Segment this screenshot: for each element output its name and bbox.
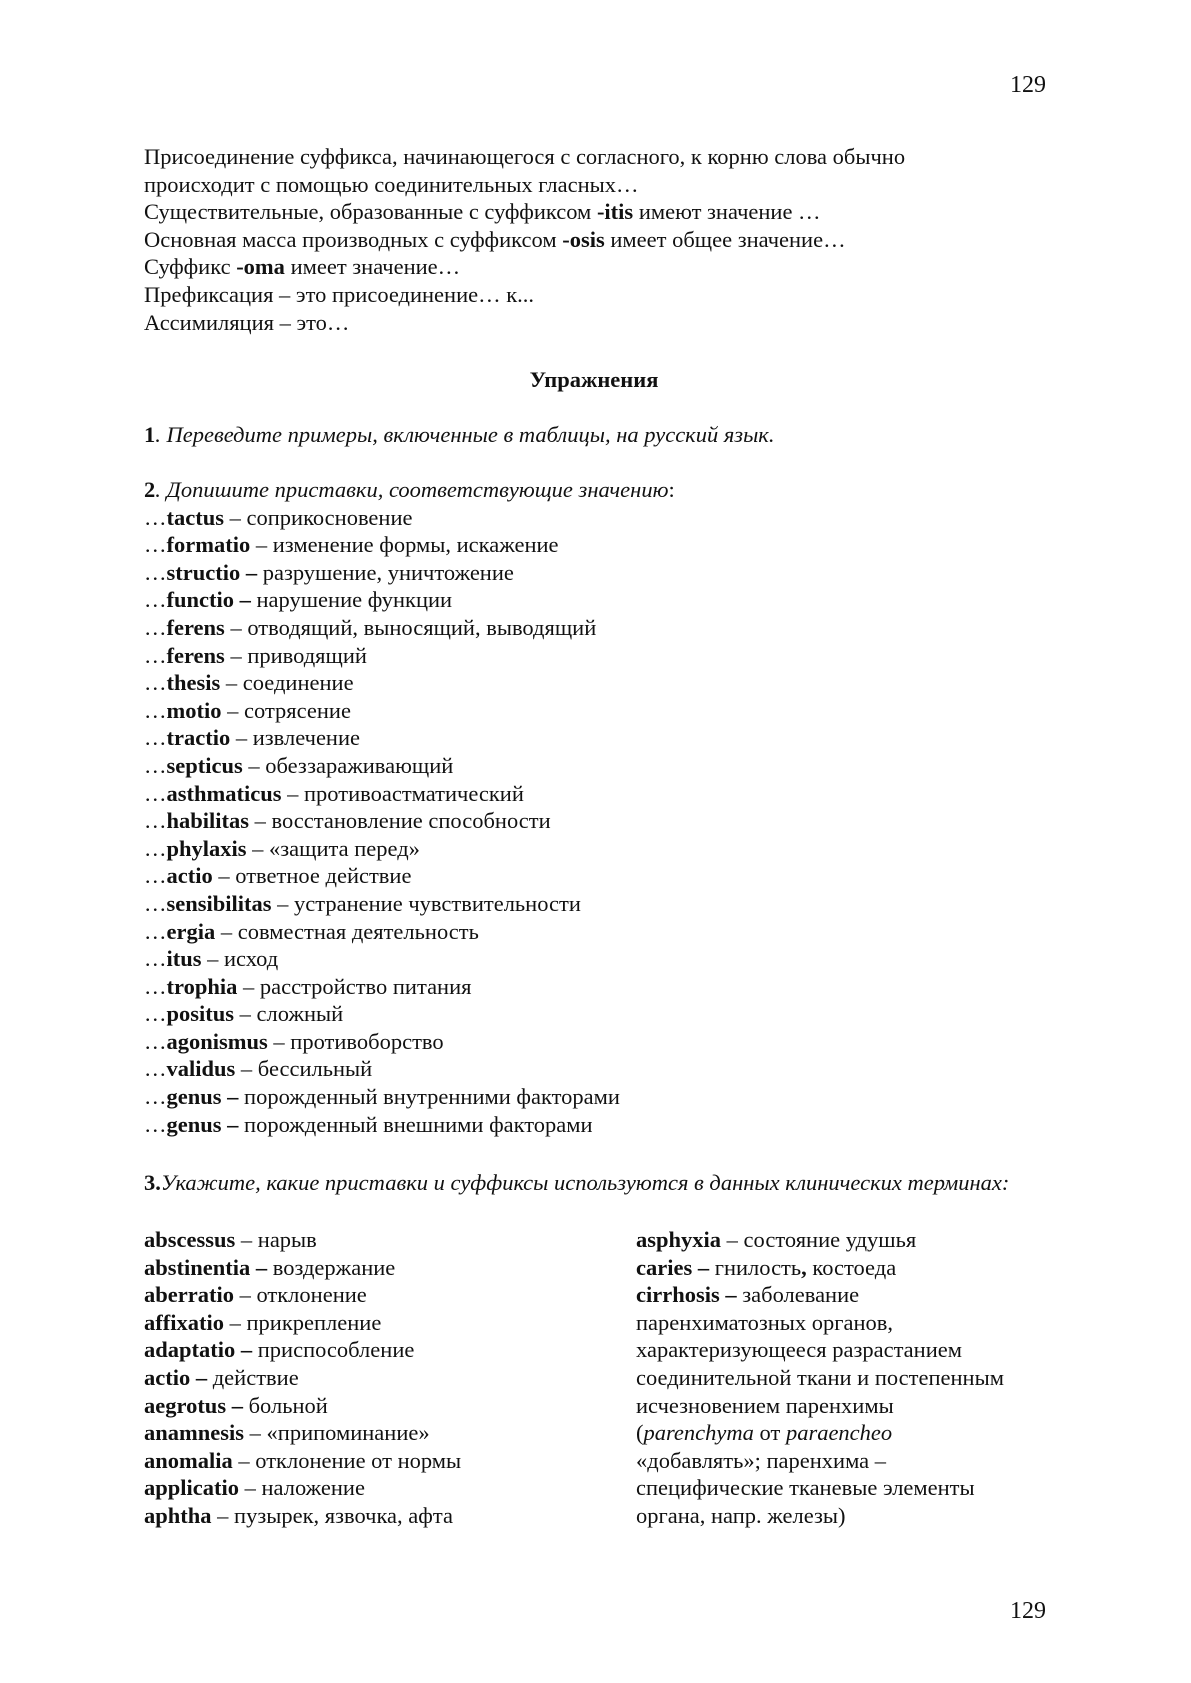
latin-term: anamnesis (144, 1420, 245, 1446)
separator: – (235, 1227, 258, 1252)
meaning: приспособление (257, 1337, 415, 1363)
separator: – (232, 1447, 256, 1473)
meaning: бессильный (257, 1056, 373, 1082)
intro-line-run: Суффикс (144, 254, 237, 280)
term-line-run: паренхиматозных органов, (636, 1309, 894, 1335)
meaning: восстановление способности (271, 808, 551, 834)
meaning: извлечение (252, 725, 361, 751)
term-line (636, 1226, 1056, 1254)
meaning: больной (248, 1392, 328, 1418)
prefix-item (144, 1028, 1044, 1056)
prefix-item (144, 918, 1044, 946)
latin-term: abscessus (144, 1227, 236, 1252)
prefix-item (144, 504, 1044, 532)
term-line-run: костоеда (806, 1254, 897, 1280)
page-number-bottom: 129 (1010, 1598, 1046, 1624)
intro-line-run: -itis (596, 199, 634, 225)
separator: – (281, 780, 305, 806)
meaning: воздержание (272, 1254, 396, 1280)
prefix-item (144, 862, 1044, 890)
term-line-run: от (753, 1420, 786, 1446)
latin-term: validus (166, 1056, 236, 1082)
meaning: сотрясение (244, 697, 351, 723)
exercise-3-number: 3. (144, 1170, 161, 1195)
latin-term: adaptatio – (144, 1337, 253, 1363)
exercise-2-title: 2. Допишите приставки, соответствующие значению: (144, 477, 675, 502)
ellipsis: … (144, 780, 167, 806)
ellipsis: … (144, 532, 167, 558)
intro-line-run: Основная масса производных с суффиксом (144, 226, 563, 252)
term-line (636, 1281, 1056, 1309)
meaning: устранение чувствительности (294, 890, 581, 916)
term-item (144, 1447, 624, 1475)
term-line-run: caries – (636, 1254, 710, 1280)
intro-line (144, 281, 1044, 309)
latin-term: aegrotus – (144, 1392, 243, 1418)
meaning: нарушение функции (256, 587, 453, 613)
meaning: отклонение от нормы (255, 1447, 462, 1473)
term-line-run: cirrhosis – (636, 1282, 737, 1308)
meaning: противоборство (290, 1028, 444, 1054)
latin-term: actio – (144, 1364, 208, 1390)
separator: – (220, 670, 243, 696)
separator: – (239, 1475, 262, 1501)
separator: – (212, 863, 236, 889)
prefix-item (144, 642, 1044, 670)
term-line (636, 1336, 1056, 1364)
latin-term: aphtha (144, 1502, 212, 1528)
latin-term: positus (166, 1001, 235, 1027)
latin-term: agonismus (166, 1028, 268, 1054)
latin-term: ferens (166, 614, 225, 640)
exercise-2-number: 2 (144, 477, 156, 502)
ellipsis: … (144, 614, 167, 640)
prefix-item (144, 669, 1044, 697)
exercise-1 (144, 421, 774, 449)
ellipsis: … (144, 1028, 167, 1054)
intro-text (144, 143, 1044, 336)
prefix-item (144, 890, 1044, 918)
term-line (636, 1474, 1056, 1502)
term-item (144, 1474, 624, 1502)
exercise-2 (144, 476, 1044, 1138)
intro-line (144, 198, 1044, 226)
meaning: совместная деятельность (237, 918, 479, 944)
section-heading: Упражнения (529, 367, 659, 392)
separator: – (267, 1028, 291, 1054)
intro-line-run: Ассимиляция – это… (144, 309, 350, 335)
meaning: исход (224, 946, 279, 972)
exercise-1-text: . Переведите примеры, включенные в таблицы, на русский язык. (155, 422, 775, 447)
term-item (144, 1254, 624, 1282)
term-item (144, 1226, 624, 1254)
latin-term: formatio (166, 532, 251, 558)
meaning: расстройство питания (259, 973, 472, 999)
exercise-3-left-column (144, 1226, 624, 1530)
latin-term: genus – (166, 1111, 239, 1137)
term-line (636, 1419, 1056, 1447)
term-line-run: органа, напр. железы) (636, 1502, 846, 1528)
ellipsis: … (144, 642, 167, 668)
separator: – (271, 890, 295, 916)
separator: – (224, 504, 247, 530)
latin-term: itus (166, 946, 202, 972)
term-item (144, 1392, 624, 1420)
ellipsis: … (144, 1056, 167, 1082)
exercise-3-title (144, 1171, 1044, 1195)
prefix-item (144, 1083, 1044, 1111)
term-line-run: , (801, 1254, 807, 1280)
prefix-item (144, 724, 1044, 752)
meaning: соединение (242, 670, 354, 696)
latin-term: functio – (166, 587, 251, 613)
term-line (636, 1502, 1056, 1530)
term-item (144, 1309, 624, 1337)
latin-term: phylaxis (166, 835, 247, 861)
latin-term: tractio (166, 725, 231, 751)
prefix-item (144, 1111, 1044, 1139)
intro-line-run: Существительные, образованные с суффиксом (144, 199, 597, 225)
separator: – (201, 946, 225, 972)
latin-term: sensibilitas (166, 890, 272, 916)
ellipsis: … (144, 808, 167, 834)
prefix-item (144, 835, 1044, 863)
term-line (636, 1364, 1056, 1392)
prefix-item (144, 586, 1044, 614)
separator: – (244, 1420, 267, 1446)
exercise-3-right-column (636, 1226, 1056, 1530)
term-line-run: специфические тканевые элементы (636, 1475, 975, 1501)
ellipsis: … (144, 946, 167, 972)
meaning: отклонение (256, 1282, 367, 1308)
term-line (636, 1447, 1056, 1475)
ellipsis: … (144, 752, 167, 778)
prefix-item (144, 559, 1044, 587)
latin-term: aberratio (144, 1282, 234, 1308)
intro-line-run: имеет общее значение… (604, 226, 846, 252)
term-line-run: заболевание (736, 1282, 860, 1308)
intro-line-run: Присоединение суффикса, начинающегося с согласного, к корню слова обычно (144, 144, 906, 169)
ellipsis: … (144, 863, 167, 889)
latin-term: anomalia (144, 1447, 233, 1473)
meaning: изменение формы, искажение (272, 532, 559, 558)
prefix-item (144, 531, 1044, 559)
separator: – (215, 918, 238, 944)
separator: – (235, 1056, 258, 1082)
prefix-item (144, 973, 1044, 1001)
prefix-item (144, 697, 1044, 725)
intro-line-run: -osis (562, 226, 605, 252)
ellipsis: … (144, 670, 167, 696)
term-line-run: asphyxia (636, 1227, 722, 1252)
term-item (144, 1364, 624, 1392)
intro-line-run: имеет значение… (284, 254, 461, 280)
prefix-item (144, 807, 1044, 835)
latin-term: structio – (166, 559, 258, 585)
term-line (636, 1392, 1056, 1420)
meaning: отводящий, выносящий, выводящий (247, 614, 597, 640)
ellipsis: … (144, 697, 167, 723)
prefix-item (144, 752, 1044, 780)
ellipsis: … (144, 890, 167, 916)
latin-term: genus – (166, 1084, 239, 1110)
term-item (144, 1502, 624, 1530)
separator: – (246, 835, 270, 861)
latin-term: habilitas (166, 808, 250, 834)
term-line (636, 1254, 1056, 1282)
separator: – (223, 1309, 247, 1335)
term-line-run: – состояние удушья (721, 1227, 917, 1252)
meaning: приводящий (247, 642, 367, 668)
separator: – (242, 752, 266, 778)
latin-term: motio (166, 697, 222, 723)
term-line-run: исчезновением паренхимы (636, 1392, 894, 1418)
separator: – (230, 725, 253, 751)
meaning: порожденный внешними факторами (244, 1111, 593, 1137)
prefix-item (144, 1055, 1044, 1083)
meaning: сложный (256, 1001, 344, 1027)
ellipsis: … (144, 1084, 167, 1110)
meaning: соприкосновение (246, 504, 413, 530)
term-item (144, 1336, 624, 1364)
separator: – (211, 1502, 235, 1528)
meaning: наложение (261, 1475, 365, 1501)
intro-line-run: имеют значение … (633, 199, 821, 225)
latin-term: actio (166, 863, 213, 889)
meaning: ответное действие (235, 863, 412, 889)
latin-term: thesis (166, 670, 221, 696)
prefix-item (144, 1000, 1044, 1028)
ellipsis: … (144, 587, 167, 613)
ellipsis: … (144, 973, 167, 999)
ellipsis: … (144, 725, 167, 751)
term-line-run: «добавлять»; паренхима – (636, 1447, 887, 1473)
exercise-2-list (144, 504, 1044, 1139)
intro-line (144, 143, 1044, 171)
meaning: «припоминание» (266, 1420, 430, 1446)
intro-line (144, 226, 1044, 254)
intro-line (144, 253, 1044, 281)
separator: – (250, 532, 273, 558)
intro-line-run: -oma (236, 254, 285, 280)
term-line-run: гнилость (709, 1254, 802, 1280)
meaning: действие (212, 1364, 299, 1390)
separator: – (224, 614, 248, 640)
latin-term: asthmaticus (166, 780, 282, 806)
latin-term: trophia (166, 973, 238, 999)
meaning: порожденный внутренними факторами (244, 1084, 620, 1110)
ellipsis: … (144, 918, 167, 944)
latin-term: abstinentia – (144, 1254, 268, 1280)
latin-term: applicatio (144, 1475, 240, 1501)
page-number-top: 129 (1010, 72, 1046, 98)
prefix-item (144, 614, 1044, 642)
meaning: обеззараживающий (265, 752, 454, 778)
latin-term: ferens (166, 642, 225, 668)
ellipsis: … (144, 1001, 167, 1027)
term-line (636, 1309, 1056, 1337)
exercise-2-text: . Допишите приставки, соответствующие значению (155, 477, 669, 502)
prefix-item (144, 780, 1044, 808)
exercise-3-text: Укажите, какие приставки и суффиксы используются в данных клинических терминах: (160, 1170, 1010, 1195)
ellipsis: … (144, 835, 167, 861)
separator: – (237, 973, 260, 999)
meaning: пузырек, язвочка, афта (234, 1502, 453, 1528)
meaning: противоастматический (304, 780, 524, 806)
intro-line (144, 171, 1044, 199)
intro-line-run: Префиксация – это присоединение… к... (144, 281, 535, 307)
meaning: разрушение, уничтожение (262, 559, 514, 585)
term-item (144, 1281, 624, 1309)
term-line-run: характеризующееся разрастанием (636, 1337, 962, 1363)
exercise-1-number: 1 (144, 422, 156, 447)
separator: – (234, 1001, 257, 1027)
meaning: нарыв (257, 1227, 317, 1252)
term-item (144, 1419, 624, 1447)
separator: – (233, 1282, 257, 1308)
separator: – (249, 808, 272, 834)
ellipsis: … (144, 504, 167, 530)
term-line-run: соединительной ткани и постепенным (636, 1364, 1004, 1390)
intro-line-run: происходит с помощью соединительных гласных… (144, 171, 639, 197)
latin-term: septicus (166, 752, 243, 778)
prefix-item (144, 945, 1044, 973)
latin-term: tactus (166, 504, 224, 530)
ellipsis: … (144, 559, 167, 585)
latin-term: ergia (166, 918, 216, 944)
meaning: «защита перед» (269, 835, 420, 861)
ellipsis: … (144, 1111, 167, 1137)
term-line-run: parenchyma (643, 1420, 754, 1446)
separator: – (221, 697, 244, 723)
term-line-run: paraencheo (785, 1420, 893, 1446)
latin-term: affixatio (144, 1309, 224, 1335)
intro-line (144, 309, 1044, 337)
term-line-run: ( (636, 1420, 644, 1446)
meaning: прикрепление (246, 1309, 382, 1335)
separator: – (224, 642, 248, 668)
